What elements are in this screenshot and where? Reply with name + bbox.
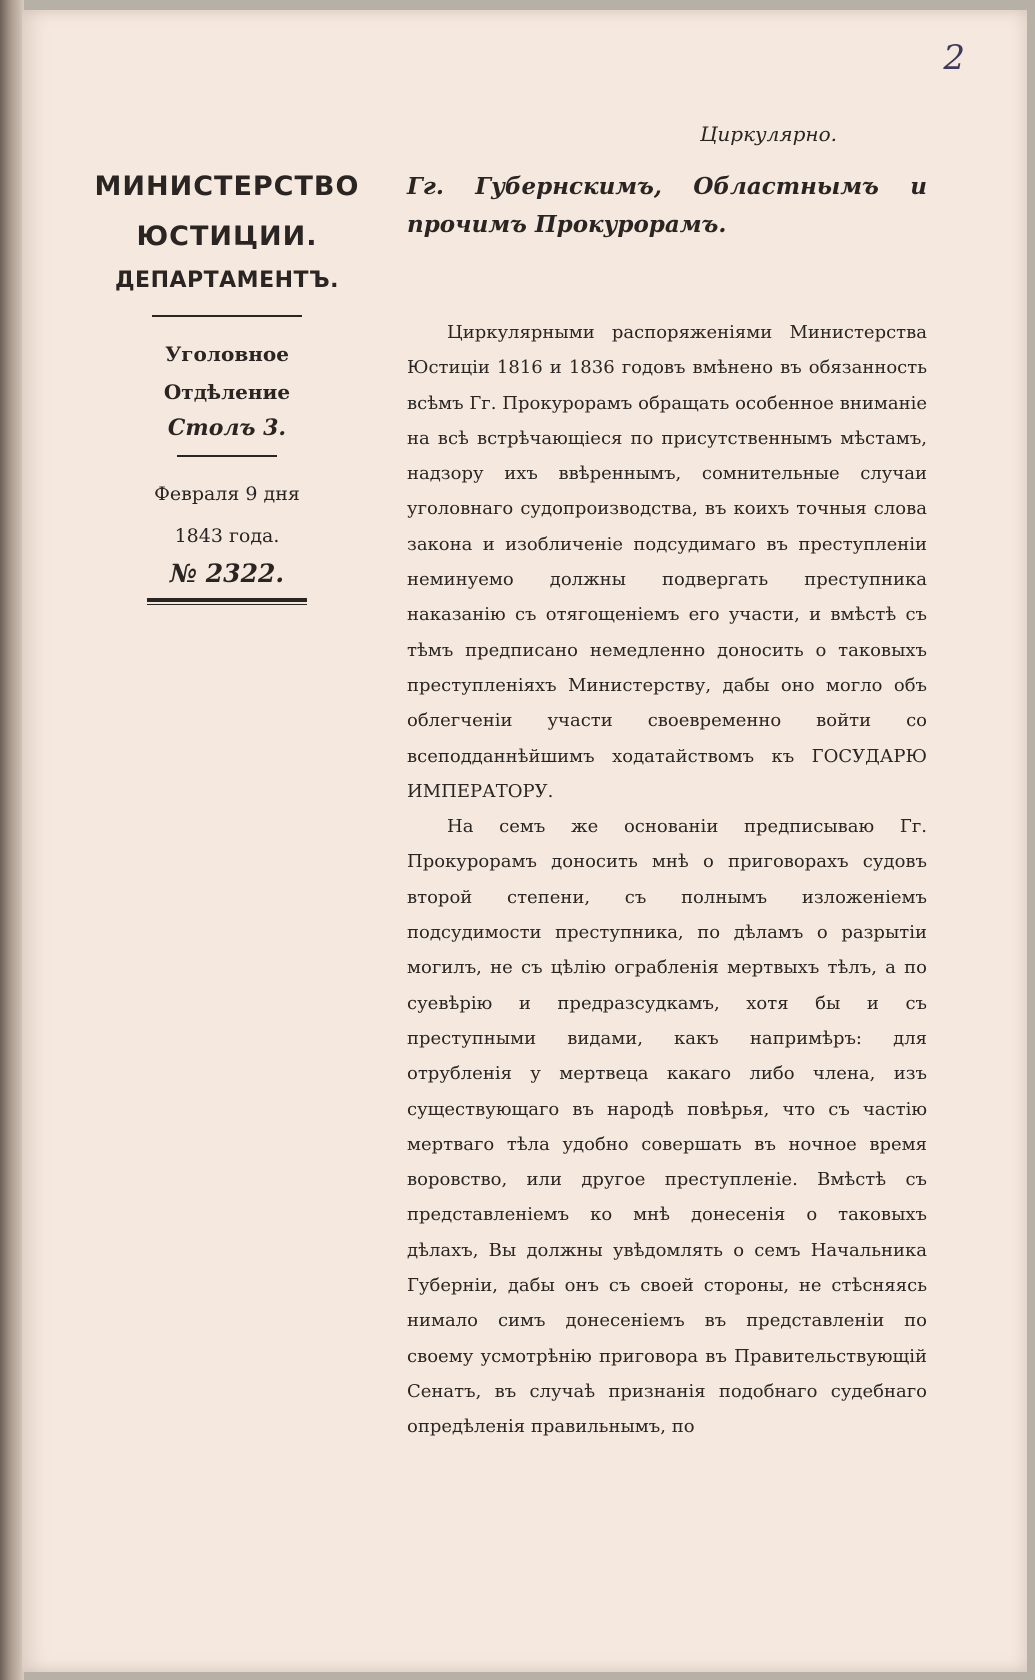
document-number: № 2322. <box>169 559 285 588</box>
letter-body <box>407 315 927 1445</box>
department-title: ДЕПАРТАМЕНТЪ. <box>114 268 340 293</box>
desk-label: Столъ 3. <box>167 415 287 441</box>
divider <box>152 315 302 317</box>
addressee: Гг. Губернскимъ, Областнымъ и прочимъ Прокурорамъ. <box>407 173 927 238</box>
divider <box>177 455 277 457</box>
division-name <box>92 335 362 411</box>
date-line-1: Февраля 9 дня <box>154 483 300 505</box>
issuer-block <box>92 162 362 605</box>
book-spine <box>0 0 24 1680</box>
paragraph-2: На семъ же основаніи предписываю Гг. Прокурорамъ доносить мнѣ о приговорахъ судовъ второй степени, съ полнымъ изложеніемъ подсудимости преступника, по дѣламъ о разрытіи могилъ, не съ цѣлію ограбленія мертвыхъ тѣлъ, а по суевѣрію и предразсудкамъ, хотя бы и съ преступными видами, какъ напримѣръ: для отрубленія у мертвеца какаго либо члена, изъ существующаго въ народѣ повѣрья, что съ частію мертваго тѣла удобно совершать въ ночное время воровство, или другое преступленіе. Вмѣстѣ съ представленіемъ ко мнѣ донесенія о таковыхъ дѣлахъ, Вы должны увѣдомлять о семъ Начальника Губерніи, дабы онъ съ своей стороны, не стѣсняясь нимало симъ донесеніемъ въ представленіи по своему усмотрѣнію приговора въ Правительствующій Сенатъ, въ случаѣ признанія подобнаго судебнаго опредѣленія правильнымъ, по <box>407 816 927 1438</box>
routing-note: Циркулярно. <box>699 122 837 146</box>
ministry-line-2: ЮСТИЦИИ. <box>136 221 318 252</box>
page-number: 2 <box>943 38 965 78</box>
paragraph-1: Циркулярными распоряженіями Министерства Юстиціи 1816 и 1836 годовъ вмѣнено въ обязанность всѣмъ Гг. Прокурорамъ обращать особенное вниманіе на всѣ встрѣчающіеся по присутственнымъ мѣстамъ, надзору ихъ ввѣреннымъ, сомнительные случаи уголовнаго судопроизводства, въ коихъ точныя слова закона и изобличеніе подсудимаго въ преступленіи неминуемо должны подвергать преступника наказанію съ отягощеніемъ его участи, и вмѣстѣ съ тѣмъ предписано немедленно доносить о таковыхъ преступленіяхъ Министерству, дабы оно могло объ облегченіи участи своевременно войти со всеподданнѣйшимъ ходатайствомъ къ ГОСУДАРЮ ИМПЕРАТОРУ. <box>407 322 927 802</box>
date-line-2: 1843 года. <box>174 525 280 547</box>
document-page <box>22 10 1027 1672</box>
ministry-title <box>92 162 362 262</box>
division-line-2: Отдѣление <box>163 380 291 404</box>
division-line-1: Уголовное <box>165 342 289 366</box>
ministry-line-1: МИНИСТЕРСТВО <box>94 171 360 202</box>
double-divider <box>147 598 307 605</box>
